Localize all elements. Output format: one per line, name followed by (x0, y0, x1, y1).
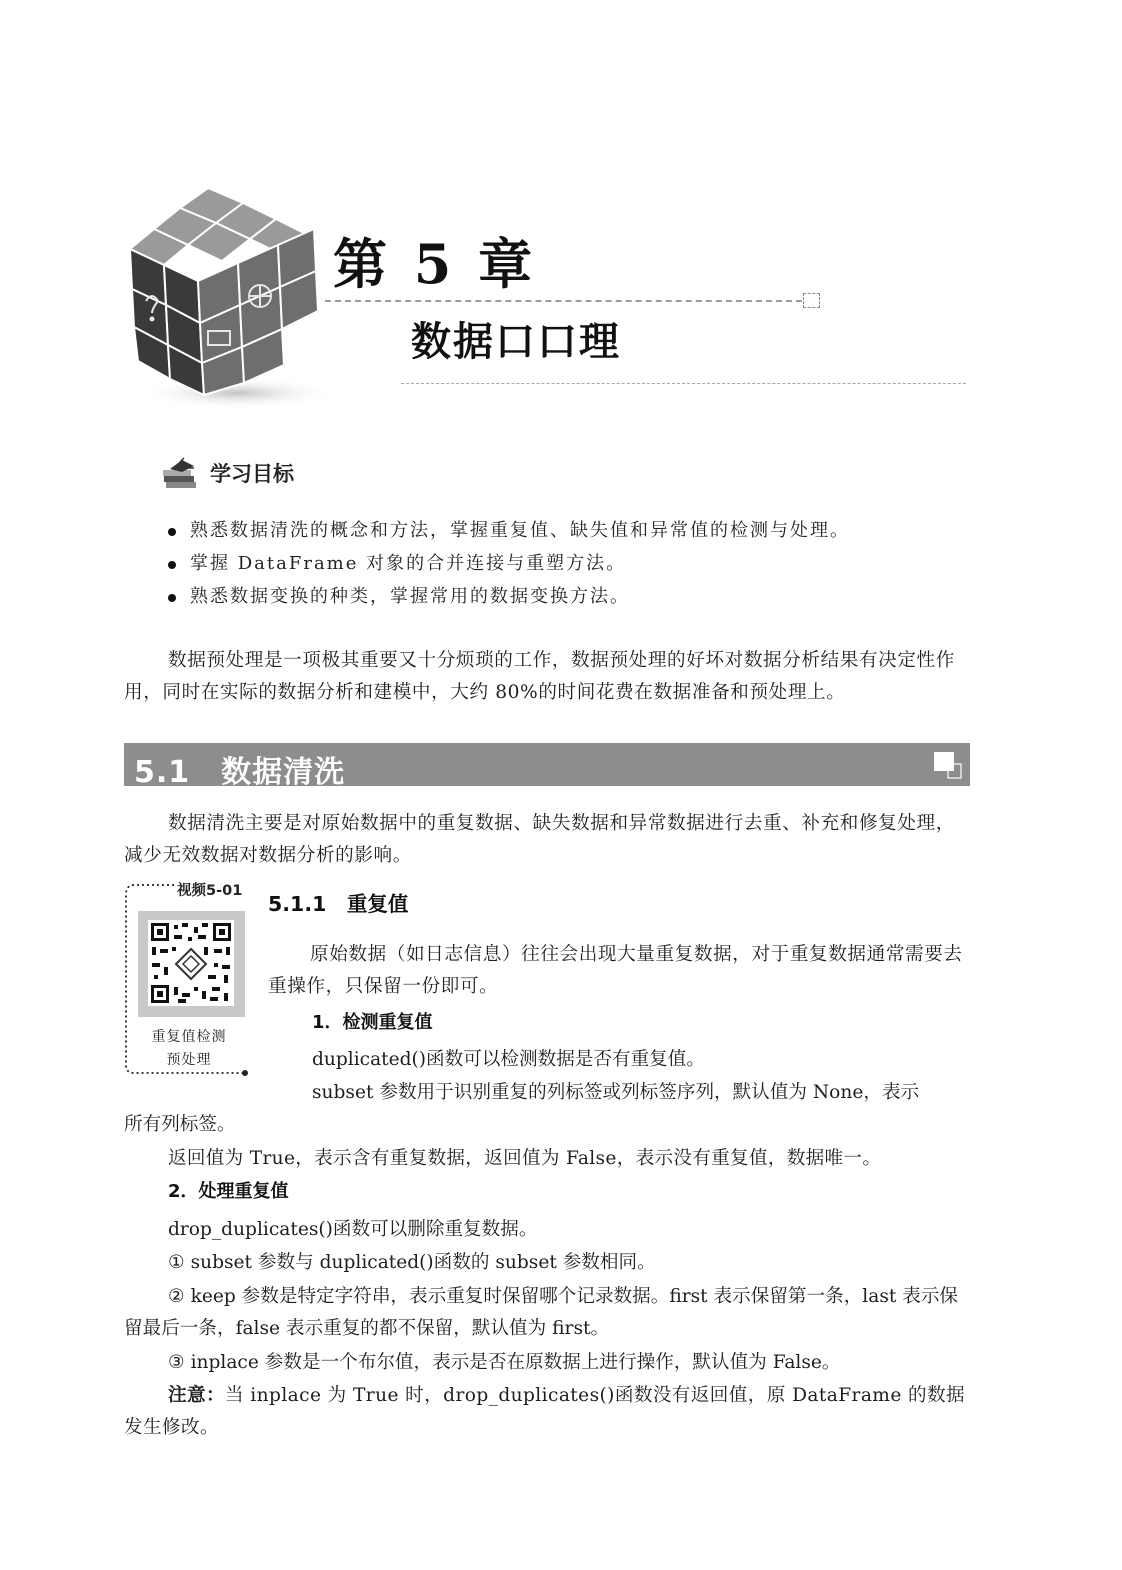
section-paragraph: 数据清洗主要是对原始数据中的重复数据、缺失数据和异常数据进行去重、补充和修复处理，减少无效数据对数据分析的影响。 (124, 813, 955, 866)
objectives-heading: 学习目标 (210, 462, 294, 486)
drop-duplicates-paragraph: drop_duplicates()函数可以删除重复数据。 (168, 1219, 538, 1240)
objective-item: 熟悉数据清洗的概念和方法，掌握重复值、缺失值和异常值的检测与处理。 (168, 514, 968, 547)
objectives-list (168, 514, 968, 613)
note-text: 当 inplace 为 True 时，drop_duplicates()函数没有返回值，原 DataFrame 的数据发生修改。 (124, 1385, 966, 1438)
objective-item: 熟悉数据变换的种类，掌握常用的数据变换方法。 (168, 580, 968, 613)
detect-heading: 1．检测重复值 (312, 1012, 433, 1033)
rubiks-cube-illustration (118, 183, 340, 413)
handle-heading: 2．处理重复值 (168, 1181, 289, 1202)
option-subset: ① subset 参数与 duplicated()函数的 subset 参数相同。 (168, 1252, 656, 1273)
qr-code[interactable] (138, 911, 245, 1017)
subset-paragraph: subset 参数用于识别重复的列标签或列标签序列，默认值为 None，表示 所有列标签。 (124, 1082, 920, 1135)
subsection-paragraph: 原始数据（如日志信息）往往会出现大量重复数据，对于重复数据通常需要去重操作，只保留一份即可。 (268, 944, 963, 997)
chapter-subtitle: 数据口口理 (411, 319, 621, 365)
video-label: 视频5-01 (177, 883, 243, 899)
chapter-title: 第 5 章 (333, 232, 537, 296)
section-title: 5.1 数据清洗 (134, 755, 346, 790)
books-icon (160, 456, 200, 492)
note-paragraph (124, 1380, 969, 1444)
note-label: 注意： (168, 1385, 225, 1406)
option-keep: ② keep 参数是特定字符串，表示重复时保留哪个记录数据。first 表示保留第一条，last 表示保留最后一条，false 表示重复的都不保留，默认值为 first。 (124, 1286, 959, 1339)
subsection-title: 5.1.1 重复值 (268, 892, 409, 916)
subtitle-divider (401, 383, 966, 384)
divider-corner-mark (803, 293, 820, 308)
return-value-paragraph: 返回值为 True，表示含有重复数据，返回值为 False，表示没有重复值，数据唯一。 (168, 1148, 882, 1169)
intro-paragraph: 数据预处理是一项极其重要又十分烦琐的工作，数据预处理的好坏对数据分析结果有决定性作用，同时在实际的数据分析和建模中，大约 80%的时间花费在数据准备和预处理上。 (124, 650, 955, 703)
option-inplace: ③ inplace 参数是一个布尔值，表示是否在原数据上进行操作，默认值为 False。 (168, 1352, 841, 1373)
objective-item: 掌握 DataFrame 对象的合并连接与重塑方法。 (168, 547, 968, 580)
title-divider (325, 300, 802, 302)
section-corner-icon (934, 752, 962, 779)
video-caption: 重复值检测 预处理 (151, 1029, 227, 1068)
duplicated-paragraph: duplicated()函数可以检测数据是否有重复值。 (312, 1049, 705, 1070)
